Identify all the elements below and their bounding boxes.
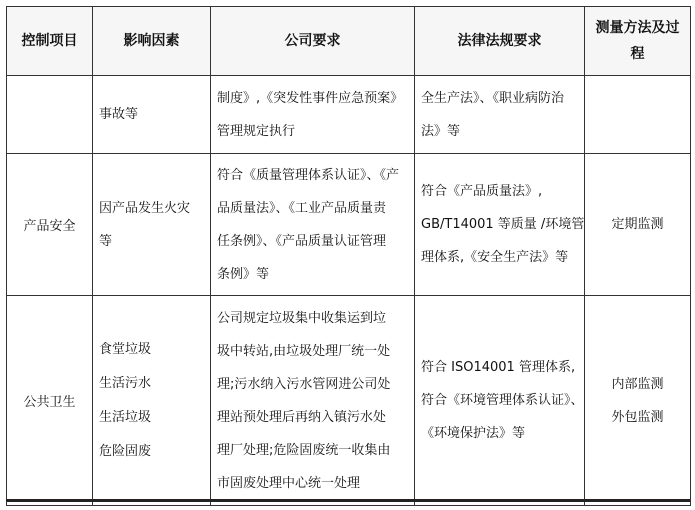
cell-text: 事故等 (99, 107, 139, 122)
cell-text: 管理规定执行 (217, 123, 296, 139)
cell-text: 市固废处理中心统一处理 (217, 475, 361, 491)
table-bottom-border (6, 499, 690, 502)
cell-method (585, 296, 691, 506)
cell-text: 理站预处理后再纳入镇污水处 (217, 409, 387, 425)
cell-text: 符合《环境管理体系认证》、 (421, 393, 584, 408)
cell-factor (93, 76, 211, 154)
cell-company (211, 76, 415, 154)
cell-text: 内部监测 (611, 376, 664, 392)
cell-text: 法》等 (421, 123, 461, 139)
cell-factor (93, 154, 211, 296)
header-company-req: 公司要求 (211, 7, 415, 76)
cell-text: 等 (99, 233, 113, 249)
cell-law (415, 296, 585, 506)
cell-text: 品质量法》、《工业产品质量责 (217, 200, 387, 216)
cell-text: 外包监测 (611, 409, 664, 425)
cell-text: 条例》等 (217, 266, 270, 282)
cell-law (415, 76, 585, 154)
cell-text: 制度》,《突发性事件应急预案》 (217, 90, 404, 106)
cell-text: 生活污水 (99, 375, 152, 391)
cell-item: 产品安全 (7, 154, 93, 296)
header-row (7, 7, 691, 76)
cell-law (415, 154, 585, 296)
cell-text: 定期监测 (611, 217, 664, 232)
cell-method (585, 76, 691, 154)
table-row (7, 76, 691, 154)
cell-company (211, 154, 415, 296)
cell-text: 任条例》、《产品质量认证管理 (217, 233, 387, 249)
cell-text: GB/T14001 等质量 /环境管 (421, 217, 585, 232)
cell-text: 理;污水纳入污水管网进公司处 (217, 376, 391, 392)
header-method: 测量方法及过程 (585, 7, 691, 76)
cell-item (7, 76, 93, 154)
cell-text: 食堂垃圾 (99, 341, 152, 357)
cell-text: 圾中转站,由垃圾处理厂统一处 (217, 343, 391, 359)
cell-factor (93, 296, 211, 506)
cell-text: 理体系,《安全生产法》等 (421, 250, 569, 265)
cell-company (211, 296, 415, 506)
cell-text: 危险固废 (99, 443, 152, 459)
cell-text: 符合《质量管理体系认证》、《产 (217, 167, 400, 183)
cell-text: 符合《产品质量法》, (421, 184, 543, 199)
control-table (6, 6, 691, 506)
table-row (7, 296, 691, 506)
cell-text: 因产品发生火灾 (99, 200, 191, 216)
header-factor: 影响因素 (93, 7, 211, 76)
cell-text: 理厂处理;危险固废统一收集由 (217, 442, 391, 458)
table-row (7, 154, 691, 296)
cell-text: 《环境保护法》等 (421, 426, 526, 441)
cell-text: 全生产法》、《职业病防治 (421, 90, 565, 106)
cell-method (585, 154, 691, 296)
header-legal-req: 法律法规要求 (415, 7, 585, 76)
cell-item: 公共卫生 (7, 296, 93, 506)
cell-text: 符合 ISO14001 管理体系, (421, 360, 576, 375)
cell-text: 公司规定垃圾集中收集运到垃 (217, 310, 387, 326)
header-control-item: 控制项目 (7, 7, 93, 76)
cell-text: 生活垃圾 (99, 409, 152, 425)
